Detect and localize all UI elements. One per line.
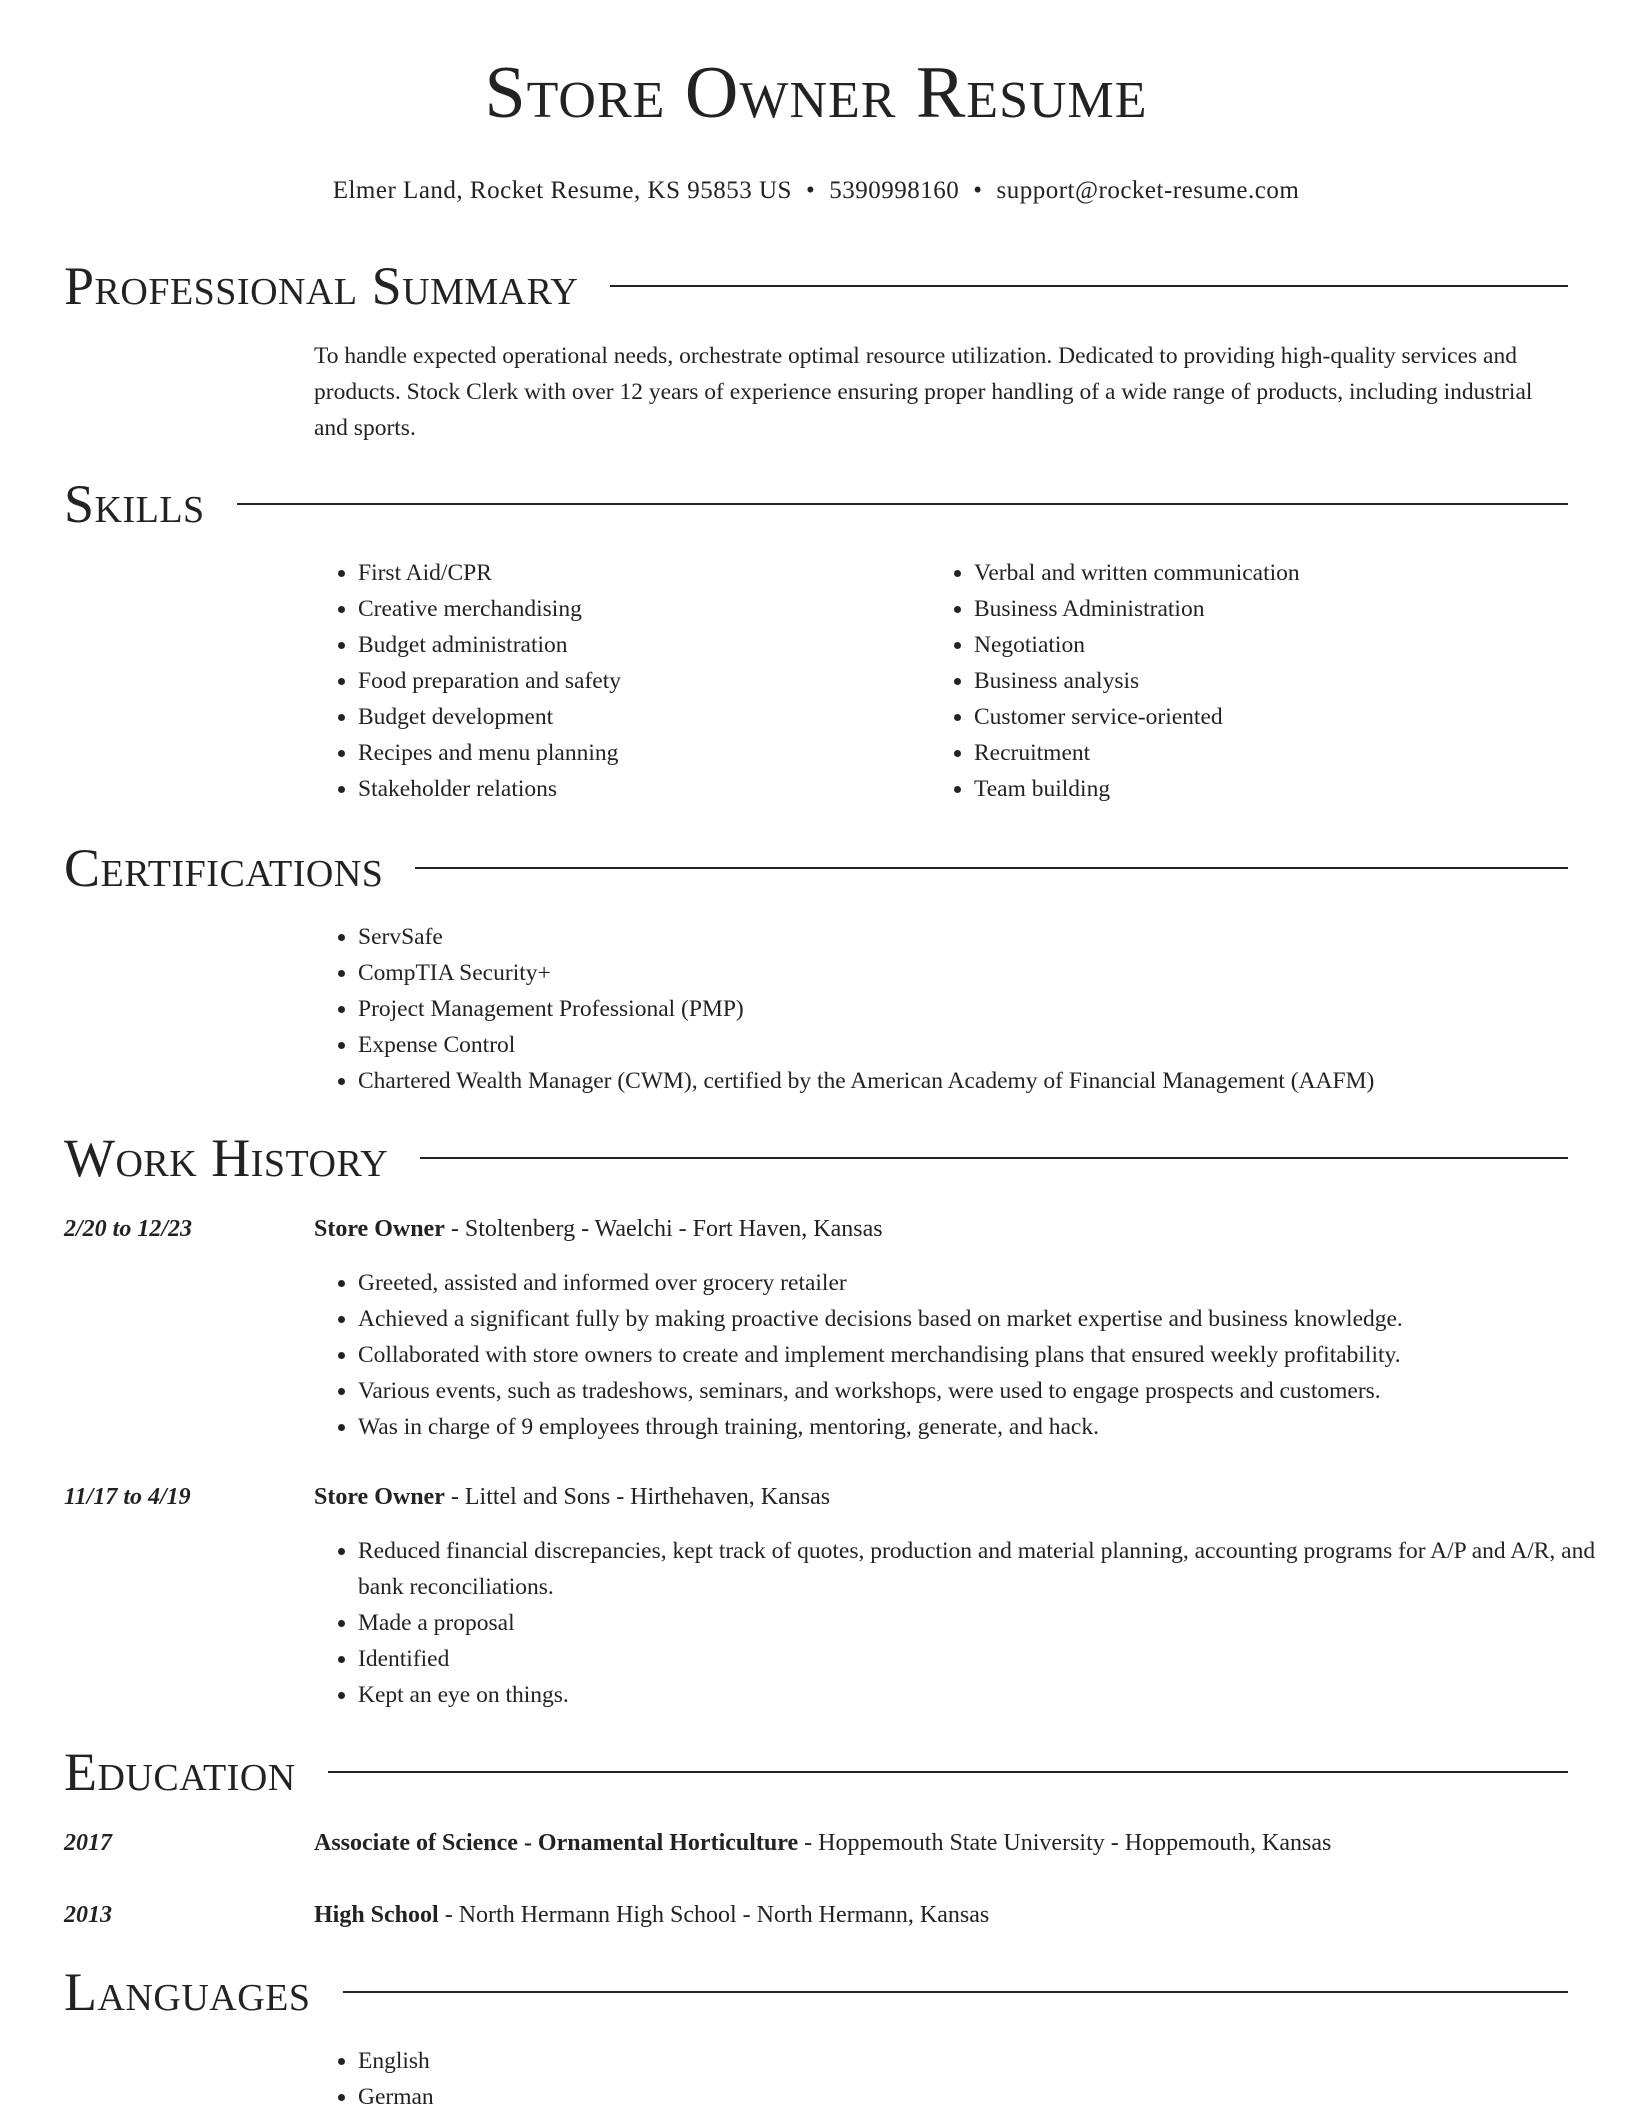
list-item: • Kept an eye on things. [358,1677,1608,1713]
skills-list-right [930,555,1574,807]
list-item: • Expense Control [358,1027,1608,1063]
list-item: • Team building [974,771,1574,807]
section-title: Languages [64,1962,311,2022]
contact-line [0,176,1632,206]
section-divider [415,867,1568,869]
section-header-work-history [64,1126,1568,1190]
list-item: • Negotiation [974,627,1574,663]
separator-dot: • [973,177,983,204]
section-title: Work History [64,1128,389,1188]
education-entry [314,1825,1564,1861]
section-title: Professional Summary [64,256,579,316]
list-item: • Creative merchandising [358,591,918,627]
list-item: • Greeted, assisted and informed over grocery retailer [358,1265,1608,1301]
list-item: • Recruitment [974,735,1574,771]
section-header-languages [64,1960,1568,2024]
separator-dot: • [805,177,816,204]
section-title: Certifications [64,838,384,898]
education-degree: Associate of Science - Ornamental Horticulture [314,1830,799,1856]
job-bullets [314,1265,1608,1445]
contact-address: Elmer Land, Rocket Resume, KS 95853 US [332,177,792,204]
list-item: • First Aid/CPR [358,555,918,591]
section-title: Education [64,1742,296,1802]
list-item: • Business Administration [974,591,1574,627]
section-divider [328,1771,1568,1773]
job-title: Store Owner [314,1216,445,1242]
summary-text: To handle expected operational needs, orchestrate optimal resource utilization. Dedicated to providing high-quality services and products. Stock Clerk with over 12 years of experience ensuring proper handling of a wide range of products, including industrial and sports. [314,343,1533,441]
list-item: • Achieved a significant fully by making proactive decisions based on market expertise and business knowledge. [358,1301,1608,1337]
list-item: • English [358,2043,958,2079]
list-item: • CompTIA Security+ [358,955,1608,991]
list-item: • Food preparation and safety [358,663,918,699]
education-school: - Hoppemouth State University - Hoppemouth, Kansas [798,1830,1332,1856]
list-item: • Chartered Wealth Manager (CWM), certified by the American Academy of Financial Management (AAFM) [358,1063,1608,1099]
section-divider [237,503,1568,505]
job-bullets [314,1533,1608,1713]
list-item: • Was in charge of 9 employees through training, mentoring, generate, and hack. [358,1409,1608,1445]
job-dates: 11/17 to 4/19 [64,1484,191,1510]
job-heading [314,1479,1564,1515]
certifications-list [314,919,1608,1099]
list-item: • Reduced financial discrepancies, kept track of quotes, production and material planning, accounting programs for A/P and A/R, and bank reconciliations. [358,1533,1608,1605]
list-item: • Customer service-oriented [974,699,1574,735]
job-company: - Stoltenberg - Waelchi - Fort Haven, Kansas [444,1216,883,1242]
list-item: • German [358,2079,958,2115]
skills-list-left [314,555,918,807]
section-divider [420,1157,1568,1159]
job-company: - Littel and Sons - Hirthehaven, Kansas [444,1484,831,1510]
section-header-skills [64,472,1568,536]
job-dates: 2/20 to 12/23 [64,1216,193,1242]
list-item: • Recipes and menu planning [358,735,918,771]
education-school: - North Hermann High School - North Hermann, Kansas [438,1902,990,1928]
job-heading [314,1211,1564,1247]
section-header-education [64,1740,1568,1804]
education-degree: High School [314,1902,439,1928]
list-item: • Collaborated with store owners to create and implement merchandising plans that ensured weekly profitability. [358,1337,1608,1373]
section-header-summary [64,254,1568,318]
list-item: • Budget administration [358,627,918,663]
list-item: • Identified [358,1641,1608,1677]
list-item: • Budget development [358,699,918,735]
list-item: • Various events, such as tradeshows, seminars, and workshops, were used to engage prospects and customers. [358,1373,1608,1409]
resume-title: Store Owner Resume [484,52,1148,134]
education-year: 2017 [64,1830,112,1856]
contact-phone: 5390998160 [829,177,960,204]
list-item: • Verbal and written communication [974,555,1574,591]
section-header-certifications [64,836,1568,900]
job-title: Store Owner [314,1484,445,1510]
list-item: • Made a proposal [358,1605,1608,1641]
education-entry [314,1897,1564,1933]
list-item: • Business analysis [974,663,1574,699]
education-year: 2013 [64,1902,112,1928]
list-item: • Project Management Professional (PMP) [358,991,1608,1027]
list-item: • Stakeholder relations [358,771,918,807]
contact-email: support@rocket-resume.com [996,177,1300,204]
list-item: • ServSafe [358,919,1608,955]
section-title: Skills [64,474,205,534]
section-divider [610,285,1568,287]
section-divider [343,1991,1569,1993]
languages-list [314,2043,958,2115]
